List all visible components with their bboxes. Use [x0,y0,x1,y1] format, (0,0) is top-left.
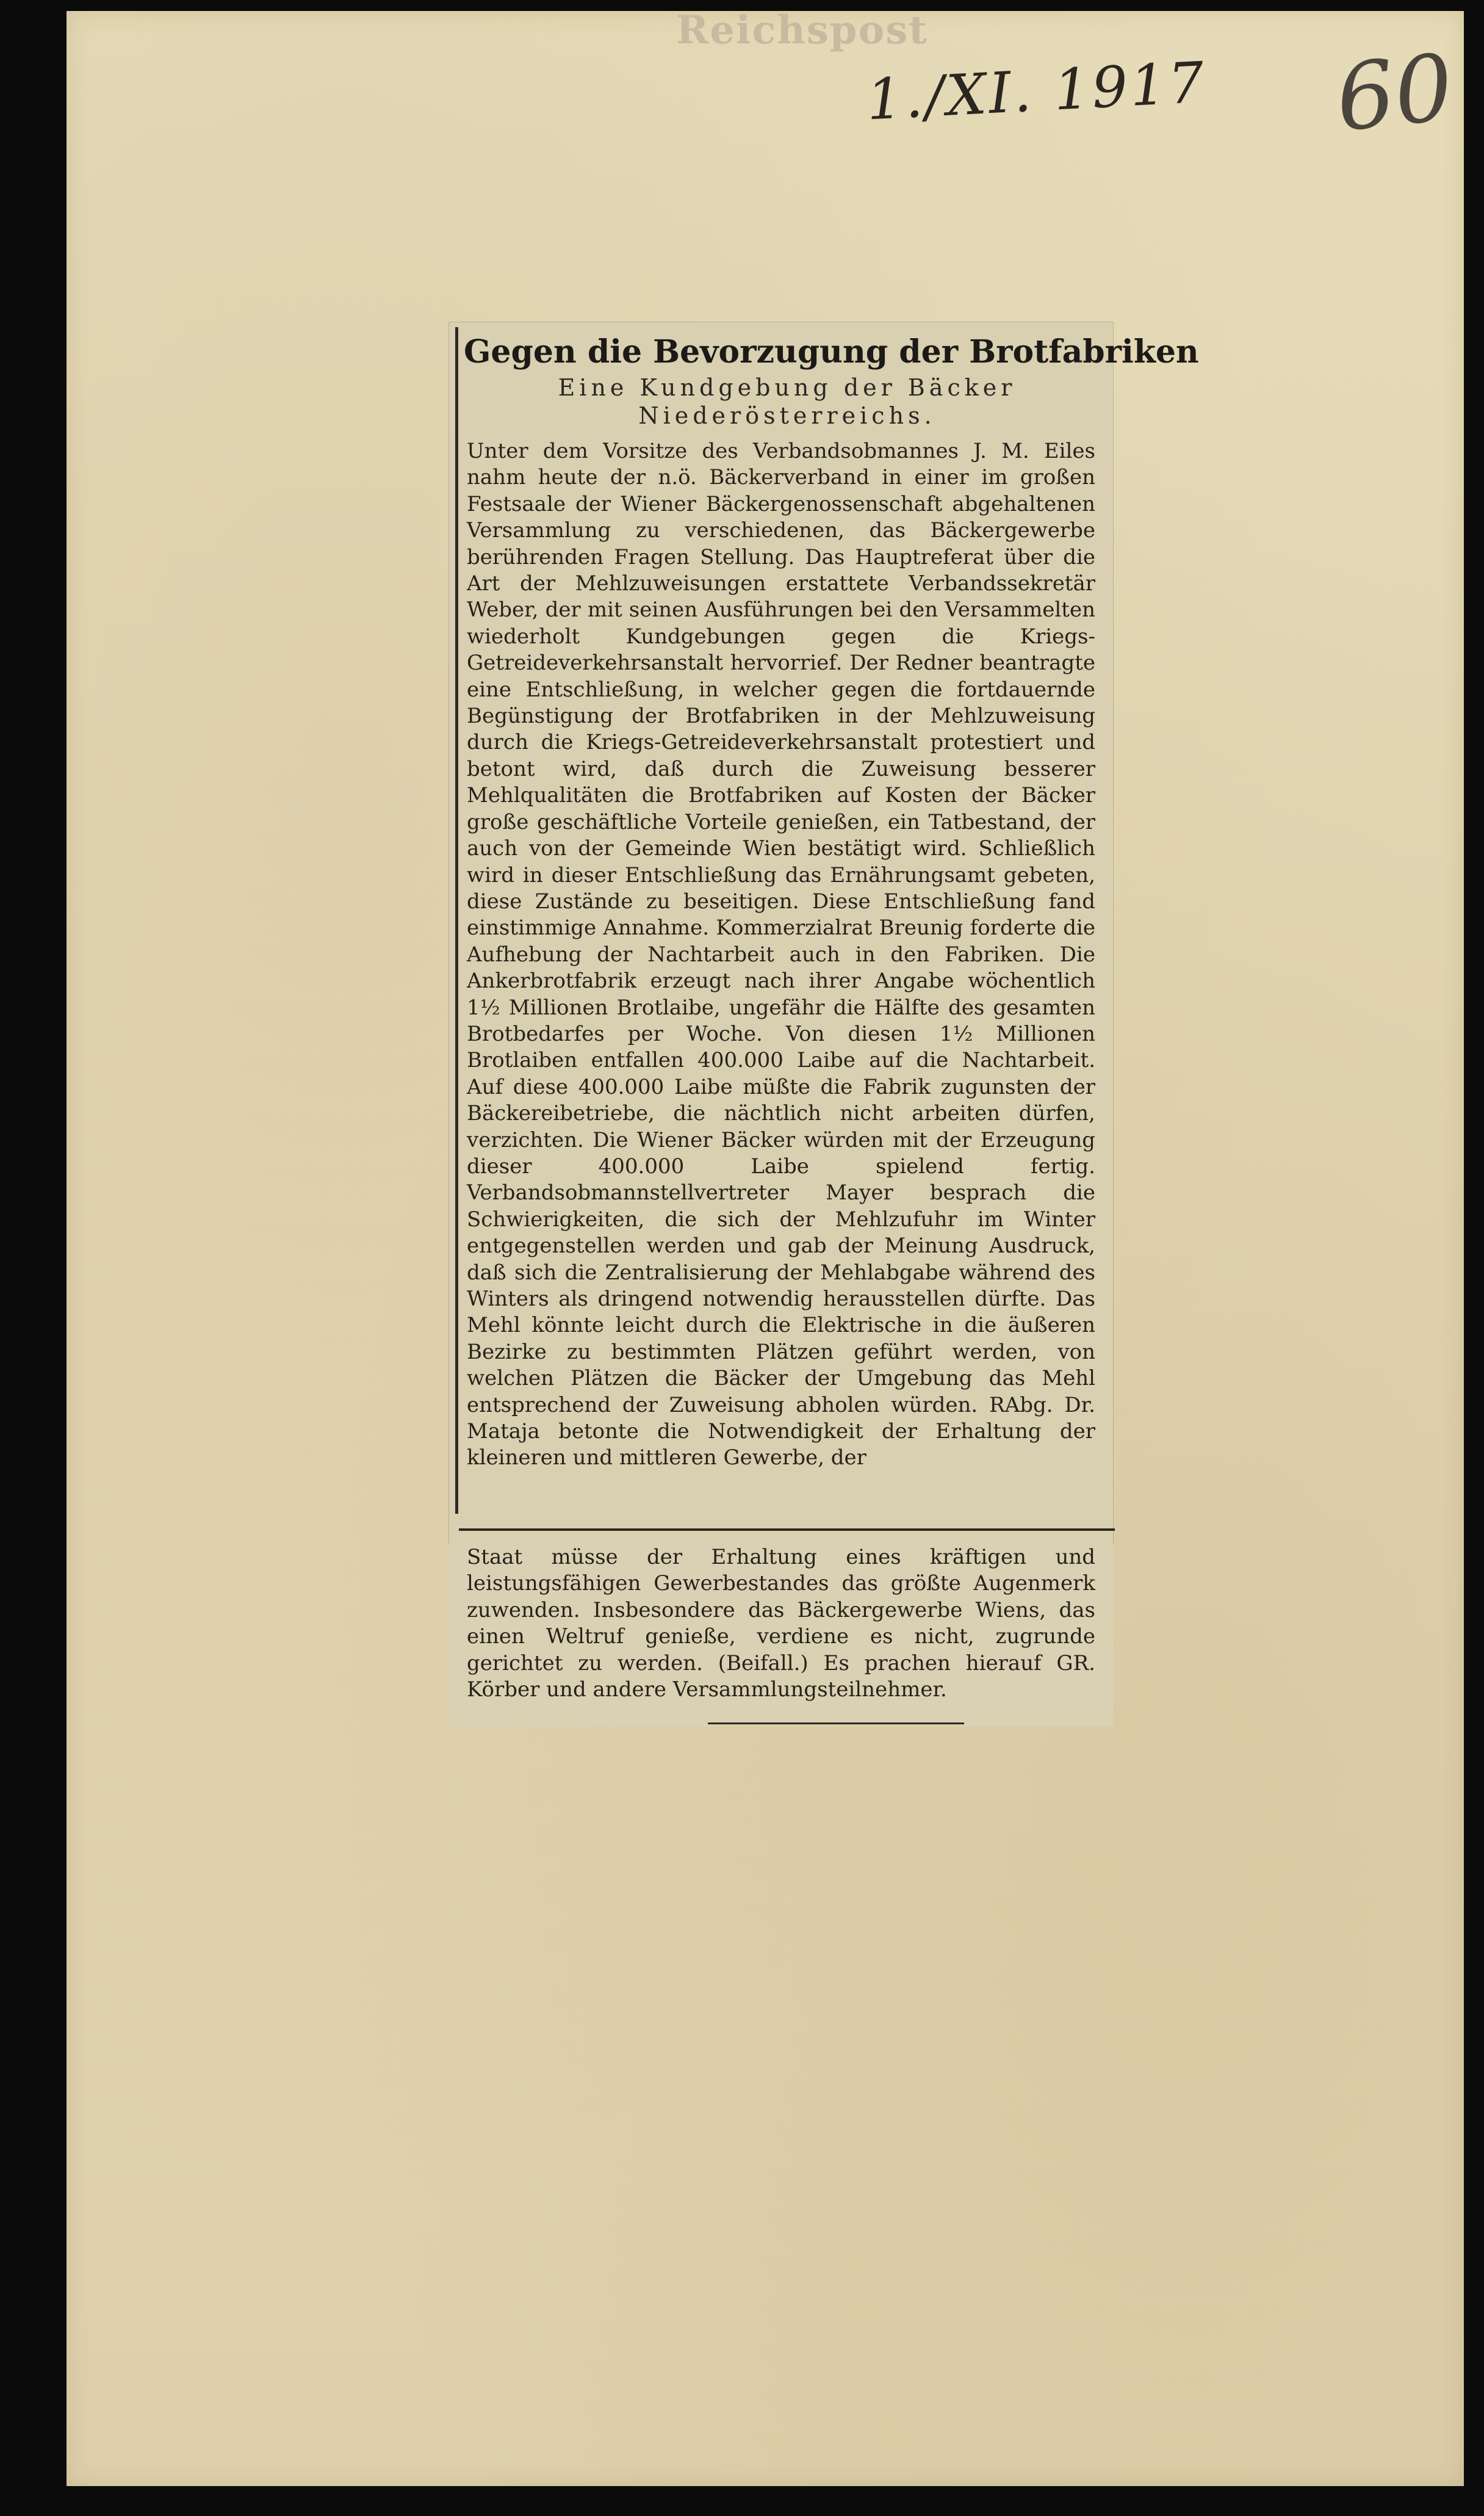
archive-stamp: Reichspost [676,7,928,53]
handwritten-date: 1./XI. 1917 [865,49,1208,133]
article-continuation: Staat müsse der Erhaltung eines kräftigen und leistungsfähigen Gewerbestandes das größte Augenmerk zuwenden. Insbesondere das Bäckergewerbe Wiens, das einen Weltruf genieße, verdiene es nicht, zugrunde gerichtet zu werden. (Beifall.) Es prachen hierauf GR. Körber und andere Versammlungsteilnehmer. [467,1545,1095,1702]
article-headline: Gegen die Bevorzugung der Brotfabriken [464,333,1199,371]
handwritten-page-number: 60 [1331,34,1458,153]
clipping-left-rule [455,327,458,1514]
column-break-rule [459,1528,1115,1531]
article-subheadline: Eine Kundgebung der Bäcker Niederösterreichs. [558,374,1017,429]
article-end-rule [708,1723,964,1724]
article-body: Unter dem Vorsitze des Verbandsobmannes J. M. Eiles nahm heute der n.ö. Bäckerverband in einer im großen Festsaale der Wiener Bäckergenossenschaft abgehaltenen Versammlung zu verschiedenen, das Bäckergewerbe berührenden Fragen Stellung. Das Hauptreferat über die Art der Mehlzuweisungen erstattete Verbandssekretär Weber, der mit seinen Ausführungen bei den Versammelten wiederholt Kundgebungen gegen die Kriegs-Getreideverkehrsanstalt hervorrief. Der Redner beantragte eine Entschließung, in welcher gegen die fortdauernde Begünstigung der Brotfabriken in der Mehlzuweisung durch die Kriegs-Getreideverkehrsanstalt protestiert und betont wird, daß durch die Zuweisung besserer Mehlqualitäten die Brotfabriken auf Kosten der Bäcker große geschäftliche Vorteile genießen, ein Tatbestand, der auch von der Gemeinde Wien bestätigt wird. Schließlich wird in dieser Entschließung das Ernährungsamt gebeten, diese Zustände zu beseitigen. Diese Entschließung fand einstimmige Annahme. Kommerzialrat Breunig forderte die Aufhebung der Nachtarbeit auch in den Fabriken. Die Ankerbrotfabrik erzeugt nach ihrer Angabe wöchentlich 1½ Millionen Brotlaibe, ungefähr die Hälfte des gesamten Brotbedarfes per Woche. Von diesen 1½ Millionen Brotlaiben entfallen 400.000 Laibe auf die Nachtarbeit. Auf diese 400.000 Laibe müßte die Fabrik zugunsten der Bäckereibetriebe, die nächtlich nicht arbeiten dürfen, verzichten. Die Wiener Bäcker würden mit der Erzeugung dieser 400.000 Laibe spielend fertig. Verbandsobmannstellvertreter Mayer besprach die Schwierigkeiten, die sich der Mehlzufuhr im Winter entgegenstellen werden und gab der Meinung Ausdruck, daß sich die Zentralisierung der Mehlabgabe während des Winters als dringend notwendig herausstellen dürfte. Das Mehl könnte leicht durch die Elektrische in die äußeren Bezirke zu bestimmten Plätzen geführt werden, von welchen Plätzen die Bäcker der Umgebung das Mehl entsprechend der Zuweisung abholen würden. RAbg. Dr. Mataja betonte die Notwendigkeit der Erhaltung der kleineren und mittleren Gewerbe, der [467,439,1095,1470]
